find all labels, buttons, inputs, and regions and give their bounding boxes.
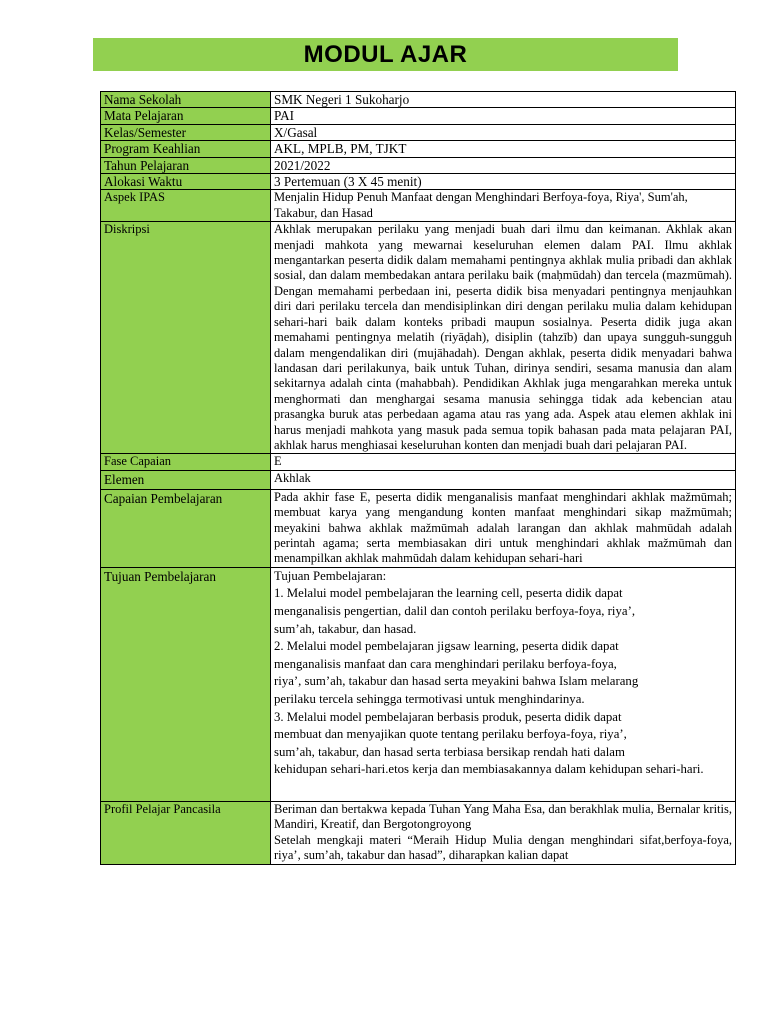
value-capaian-pembelajaran: Pada akhir fase E, peserta didik menganalisis manfaat menghindari akhlak mažmūmah; membuat karya yang mengandung konten manfaat menghindari sikap mažmūmah; meyakini bahwa akhlak mažmūmah adalah larangan dan akhlak mahmūdah adalah perintah agama; serta membiasakan diri untuk menghindari akhlak mažmūmah dan menampilkan akhlak mahmūdah dalam kehidupan sehari-hari [271,489,736,567]
tujuan-line: Tujuan Pembelajaran: [274,568,387,583]
row-elemen [101,470,736,489]
label-alokasi-waktu: Alokasi Waktu [101,174,271,190]
label-capaian-pembelajaran: Capaian Pembelajaran [101,489,271,567]
value-elemen: Akhlak [271,470,736,489]
label-mata-pelajaran: Mata Pelajaran [101,108,271,124]
tujuan-line: 3. Melalui model pembelajaran berbasis produk, peserta didik dapat [274,709,622,724]
value-tujuan-pembelajaran [271,567,736,801]
tujuan-line: 1. Melalui model pembelajaran the learning cell, peserta didik dapat [274,586,623,601]
row-aspek-ipas [101,190,736,222]
tujuan-line: menganalisis manfaat dan cara menghindari perilaku berfoya-foya, [274,656,617,671]
label-tahun-pelajaran: Tahun Pelajaran [101,157,271,173]
value-aspek-ipas: Menjalin Hidup Penuh Manfaat dengan Menghindari Berfoya-foya, Riya', Sum'ah, Takabur, dan Hasad [271,190,736,222]
label-nama-sekolah: Nama Sekolah [101,92,271,108]
tujuan-line: sum’ah, takabur, dan hasad serta terbiasa bersikap rendah hati dalam [274,744,625,759]
row-profil-pelajar [101,801,736,864]
label-fase-capaian: Fase Capaian [101,454,271,470]
module-info-table [100,91,736,865]
title-banner [93,38,678,71]
row-fase-capaian [101,454,736,470]
value-nama-sekolah: SMK Negeri 1 Sukoharjo [271,92,736,108]
label-kelas-semester: Kelas/Semester [101,124,271,140]
label-elemen: Elemen [101,470,271,489]
row-capaian-pembelajaran [101,489,736,567]
tujuan-line: perilaku tercela sehingga termotivasi untuk menghindarinya. [274,691,585,706]
value-alokasi-waktu: 3 Pertemuan (3 X 45 menit) [271,174,736,190]
row-mata-pelajaran [101,108,736,124]
value-program-keahlian: AKL, MPLB, PM, TJKT [271,141,736,157]
tujuan-line: kehidupan sehari-hari.etos kerja dan membiasakannya dalam kehidupan sehari-hari. [274,762,704,777]
label-diskripsi: Diskripsi [101,222,271,454]
profil-intro: Setelah mengkaji materi “Meraih Hidup Mulia dengan menghindari sifat,berfoya-foya, riya’, sum’ah, takabur dan hasad”, diharapkan kalian dapat [274,832,732,863]
row-alokasi-waktu [101,174,736,190]
row-kelas-semester [101,124,736,140]
value-fase-capaian: E [271,454,736,470]
label-profil-pelajar: Profil Pelajar Pancasila [101,801,271,864]
tujuan-line: riya’, sum’ah, takabur dan hasad serta meyakini bahwa Islam melarang [274,674,639,689]
tujuan-line: menganalisis pengertian, dalil dan contoh perilaku berfoya-foya, riya’, [274,603,636,618]
row-diskripsi [101,222,736,454]
value-diskripsi: Akhlak merupakan perilaku yang menjadi buah dari ilmu dan keimanan. Akhlak akan menjadi mahkota yang mewarnai keseluruhan elemen dalam PAI. Ilmu akhlak mengantarkan peserta didik dalam memahami pentingnya akhlak mulia pribadi dan akhlak sosial, dan dalam membedakan antara perilaku baik (maḥmūdah) dan tercela (mazmūmah). Dengan memahami perbedaan ini, peserta didik bisa menyadari pentingnya menjauhkan diri dari perilaku tercela dan mendisiplinkan diri dengan perilaku mulia dalam kehidupan sehari-hari baik dalam konteks pribadi maupun sosialnya. Peserta didik juga akan memahami pentingnya melatih (riyāḍah), disiplin (tahzīb) dan upaya sungguh-sungguh dalam mengendalikan diri (mujāhadah). Dengan akhlak, peserta didik menyadari bahwa landasan dari perilakunya, baik untuk Tuhan, dirinya sendiri, sesama manusia dan alam sekitarnya adalah cinta (mahabbah). Pendidikan Akhlak juga mengarahkan mereka untuk menghormati dan menghargai sesama manusia sehingga tidak ada kebencian atau prasangka buruk atas perbedaan agama atau ras yang ada. Aspek atau elemen akhlak ini harus menjadi mahkota yang masuk pada semua topik bahasan pada mata pelajaran PAI, akhlak harus menghiasai keseluruhan konten dan menjadi buah dari pelajaran PAI. [271,222,736,454]
row-program-keahlian [101,141,736,157]
label-program-keahlian: Program Keahlian [101,141,271,157]
profil-dimensions: Beriman dan bertakwa kepada Tuhan Yang Maha Esa, dan berakhlak mulia, Bernalar kritis, Mandiri, Kreatif, dan Bergotongroyong [274,801,732,832]
tujuan-list [274,568,732,801]
tujuan-line: sum’ah, takabur, dan hasad. [274,621,417,636]
value-kelas-semester: X/Gasal [271,124,736,140]
label-aspek-ipas: Aspek IPAS [101,190,271,222]
row-nama-sekolah [101,92,736,108]
page-title: MODUL AJAR [303,40,468,68]
value-profil-pelajar [271,801,736,864]
row-tahun-pelajaran [101,157,736,173]
value-tahun-pelajaran: 2021/2022 [271,157,736,173]
label-tujuan-pembelajaran: Tujuan Pembelajaran [101,567,271,801]
value-mata-pelajaran: PAI [271,108,736,124]
tujuan-line: membuat dan menyajikan quote tentang perilaku berfoya-foya, riya’, [274,727,627,742]
row-tujuan-pembelajaran [101,567,736,801]
tujuan-line: 2. Melalui model pembelajaran jigsaw learning, peserta didik dapat [274,639,619,654]
